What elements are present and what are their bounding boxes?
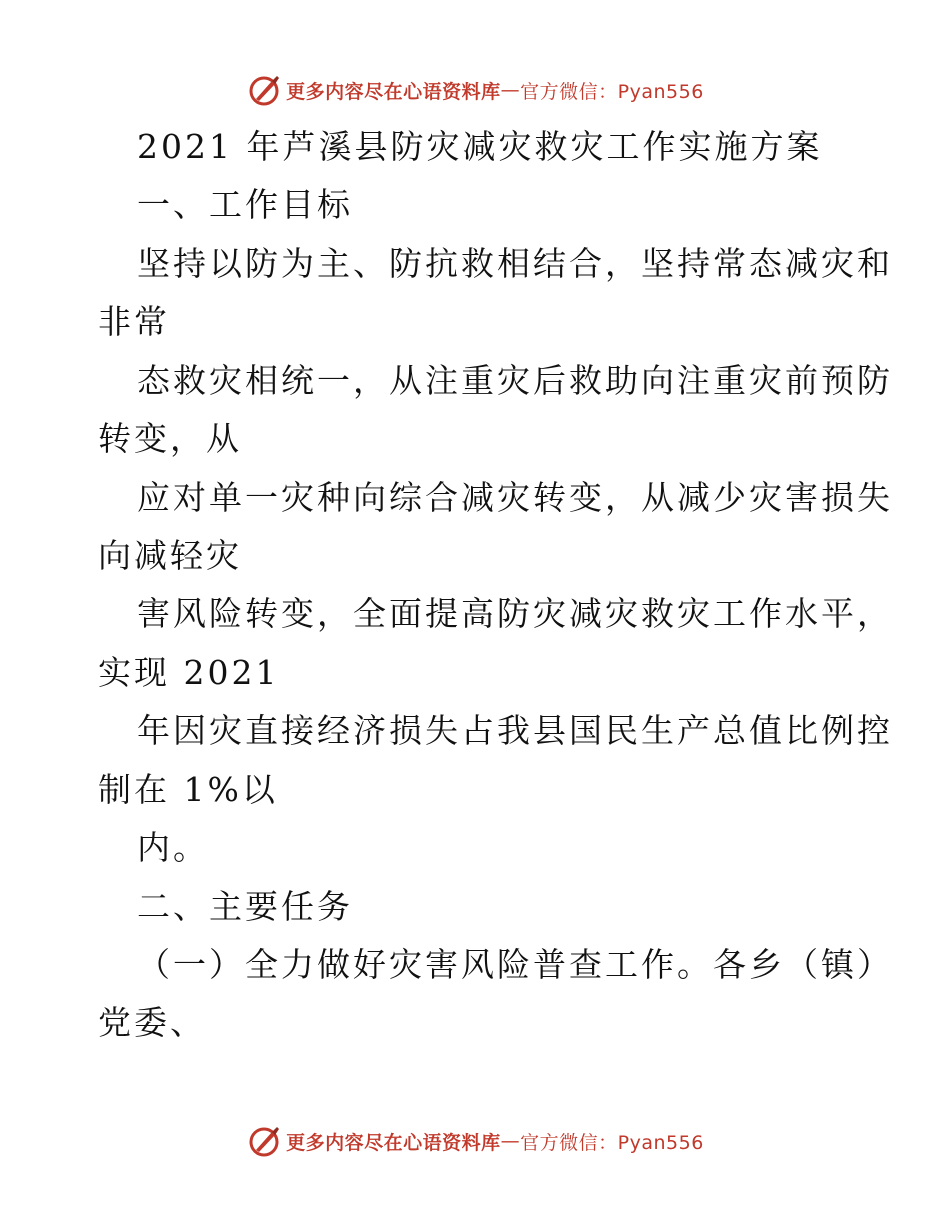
paragraph-line: 应对单一灾种向综合减灾转变，从减少灾害损失 [137,478,893,517]
paragraph-line: 党委、 [98,1003,206,1042]
paragraph-line: 非常 [98,302,170,341]
paragraph-line: （一）全力做好灾害风险普查工作。各乡（镇） [137,945,893,984]
watermark-contact: 官方微信：Pyan556 [520,80,704,103]
paragraph-line: 制在 1%以 [98,770,278,809]
paragraph-line: 坚持以防为主、防抗救相结合，坚持常态减灾和 [137,244,893,283]
paragraph-line: 内。 [137,828,209,867]
paragraph-line: 态救灾相统一，从注重灾后救助向注重灾前预防 [137,361,893,400]
watermark-contact: 官方微信：Pyan556 [520,1131,704,1154]
paragraph-line: 害风险转变，全面提高防灾减灾救灾工作水平， [137,594,893,633]
watermark-separator: — [500,79,521,101]
section-heading-goals: 一、工作目标 [137,185,353,224]
watermark-separator: — [500,1130,521,1152]
paragraph-line: 实现 2021 [98,653,280,692]
footer-watermark [0,1121,950,1161]
paragraph-line: 年因灾直接经济损失占我县国民生产总值比例控 [137,711,893,750]
watermark-brand: 更多内容尽在心语资料库 [286,1131,501,1154]
paragraph-line: 向减轻灾 [98,536,242,575]
watermark-brand: 更多内容尽在心语资料库 [286,80,501,103]
paragraph-line: 转变，从 [98,419,242,458]
quill-pen-logo-icon [246,1123,282,1159]
document-title: 2021 年芦溪县防灾减灾救灾工作实施方案 [137,127,823,166]
section-heading-tasks: 二、主要任务 [137,887,353,926]
